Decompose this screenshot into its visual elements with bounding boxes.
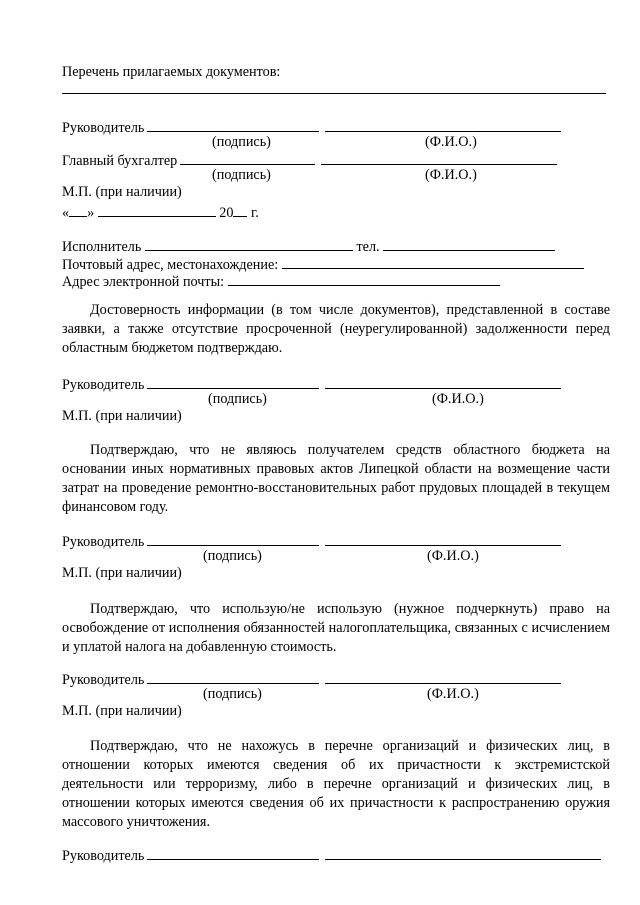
- month-field[interactable]: [98, 203, 216, 217]
- name-line[interactable]: [325, 670, 561, 684]
- performer-label: Исполнитель: [62, 239, 142, 255]
- name-caption: (Ф.И.О.): [425, 134, 477, 150]
- signature-caption: (подпись): [212, 134, 271, 150]
- signature-row-head-4: [62, 670, 561, 689]
- signature-row-accountant: [62, 151, 557, 170]
- email-field[interactable]: [228, 272, 500, 286]
- attachments-label: Перечень прилагаемых документов:: [62, 64, 281, 80]
- phone-label: тел.: [356, 239, 380, 255]
- head-label: Руководитель: [62, 848, 145, 864]
- phone-field[interactable]: [383, 237, 555, 251]
- year-field[interactable]: [233, 203, 247, 217]
- signature-row-head-5: [62, 846, 601, 865]
- statement-paragraph: Достоверность информации (в том числе документов), представленной в составе заявки, а также отсутствие просроченной (неурегулированной) задолженности перед областным бюджетом подтверждаю.: [62, 302, 610, 356]
- postal-field[interactable]: [282, 255, 584, 269]
- name-line[interactable]: [325, 532, 561, 546]
- name-line[interactable]: [325, 118, 561, 132]
- signature-line[interactable]: [147, 532, 319, 546]
- signature-row-head-2: [62, 375, 561, 394]
- seal-label: М.П. (при наличии): [62, 703, 182, 719]
- attachments-line[interactable]: [62, 80, 606, 94]
- name-line[interactable]: [321, 151, 557, 165]
- statement-paragraph: Подтверждаю, что не нахожусь в перечне организаций и физических лиц, в отношении которых имеются сведения об их причастности к экстремистской деятельности или терроризму, либо в перечне организаций и физических лиц, в отношении которых имеются сведения об их причастности к распространению оружия массового уничтожения.: [62, 738, 610, 830]
- signature-caption: (подпись): [212, 167, 271, 183]
- signature-caption: (подпись): [208, 391, 267, 407]
- seal-label: М.П. (при наличии): [62, 565, 182, 581]
- signature-caption: (подпись): [203, 686, 262, 702]
- email-label: Адрес электронной почты:: [62, 274, 225, 290]
- signature-line[interactable]: [180, 151, 315, 165]
- signature-line[interactable]: [147, 118, 319, 132]
- day-field[interactable]: [69, 203, 87, 217]
- name-caption: (Ф.И.О.): [425, 167, 477, 183]
- signature-line[interactable]: [147, 846, 319, 860]
- head-label: Руководитель: [62, 120, 145, 136]
- seal-label: М.П. (при наличии): [62, 408, 182, 424]
- performer-row: [62, 237, 555, 256]
- chief-accountant-label: Главный бухгалтер: [62, 153, 178, 169]
- performer-field[interactable]: [145, 237, 353, 251]
- name-line[interactable]: [325, 846, 601, 860]
- seal-label: М.П. (при наличии): [62, 184, 182, 200]
- head-label: Руководитель: [62, 534, 145, 550]
- name-caption: (Ф.И.О.): [432, 391, 484, 407]
- name-caption: (Ф.И.О.): [427, 686, 479, 702]
- name-caption: (Ф.И.О.): [427, 548, 479, 564]
- signature-row-head-3: [62, 532, 561, 551]
- statement-paragraph: Подтверждаю, что использую/не использую (нужное подчеркнуть) право на освобождение от исполнения обязанностей налогоплательщика, связанных с исчислением и уплатой налога на добавленную стоимость.: [62, 601, 610, 655]
- name-line[interactable]: [325, 375, 561, 389]
- postal-label: Почтовый адрес, местонахождение:: [62, 257, 279, 273]
- email-row: [62, 272, 500, 291]
- signature-line[interactable]: [147, 670, 319, 684]
- signature-line[interactable]: [147, 375, 319, 389]
- signature-caption: (подпись): [203, 548, 262, 564]
- statement-paragraph: Подтверждаю, что не являюсь получателем средств областного бюджета на основании иных нормативных правовых актов Липецкой области на возмещение части затрат на проведение ремонтно-восстановительных работ прудовых площадей в текущем финансовом году.: [62, 442, 610, 515]
- signature-row-head-1: [62, 118, 561, 137]
- head-label: Руководитель: [62, 672, 145, 688]
- head-label: Руководитель: [62, 377, 145, 393]
- date-row: « » 20 г.: [62, 205, 259, 221]
